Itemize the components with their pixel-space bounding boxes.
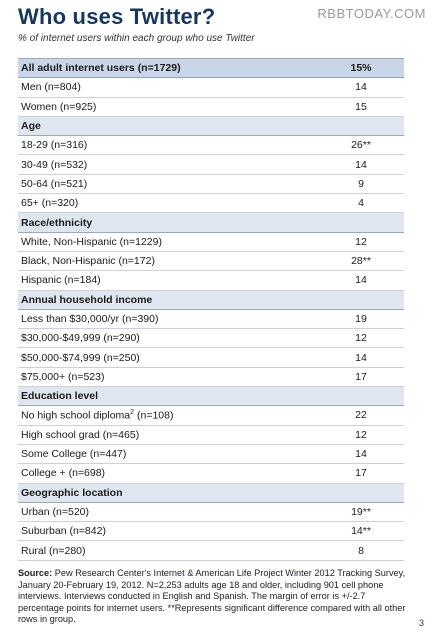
row-value: 14** [351,525,371,538]
row-label [18,197,318,209]
row-value: 14 [355,274,367,287]
row-label-text: White, Non-Hispanic (n=1229) [21,235,162,248]
row-value: 12 [355,428,367,441]
row-label [18,255,318,267]
table-row [18,175,404,194]
row-value: 9 [358,177,364,190]
row-label-text: All adult internet users (n=1729) [21,62,181,75]
row-value: 14 [355,351,367,364]
row-label [18,448,318,460]
table-row [18,329,404,348]
row-value: 8 [358,544,364,557]
table-row [18,194,404,213]
row-label [18,313,318,325]
table-section-header [18,484,404,503]
row-label [18,159,318,171]
table-row [18,503,404,522]
row-label-text: No high school diploma [21,409,131,422]
row-label [18,371,318,383]
subtitle: % of internet users within each group who use Twitter [18,33,255,44]
row-label [18,139,318,151]
watermark: RBBTODAY.COM [317,6,426,21]
row-label-text: $75,000+ (n=523) [21,370,105,383]
row-label-text: Education level [21,390,99,403]
table-row [18,310,404,329]
table-row [18,155,404,174]
table-row [18,59,404,78]
row-label [18,332,318,344]
table-row [18,348,404,367]
row-label-text: Urban (n=520) [21,505,89,518]
row-label [18,352,318,364]
row-label [18,62,318,74]
row-label [18,274,318,286]
table-row [18,78,404,97]
row-label [18,120,318,132]
table-row [18,464,404,483]
row-label [18,545,318,557]
table-row [18,522,404,541]
row-value: 14 [355,448,367,461]
row-value: 17 [355,467,367,480]
table-row [18,541,404,560]
row-label-text: Race/ethnicity [21,216,93,229]
row-label [18,506,318,518]
table-row [18,368,404,387]
row-label-text: Hispanic (n=184) [21,274,101,287]
row-label [18,487,318,499]
footnote-marker: 2 [130,409,135,417]
row-label-text: 65+ (n=320) [21,197,79,210]
row-label [18,429,318,441]
row-label-text: Women (n=925) [21,100,97,113]
row-label-text: Suburban (n=842) [21,525,106,538]
row-label-text: 50-64 (n=521) [21,177,88,190]
row-label-text: High school grad (n=465) [21,428,140,441]
twitter-usage-table [18,58,404,561]
row-label-suffix: (n=108) [134,409,174,422]
row-value: 4 [358,197,364,210]
source-text: Pew Research Center's Internet & American Life Project Winter 2012 Tracking Survey, January 20-February 19, 2012. N=2,253 adults age 18 and older, including 901 cell phone interviews. Interviews conducted in English and Spanish. The margin of error is +/-2.7 percentage points for internet users. **Represents significant difference compared with all other rows in group. [18,568,406,625]
row-label [18,178,318,190]
table-section-header [18,213,404,232]
row-value: 26** [351,139,371,152]
row-label-text: Less than $30,000/yr (n=390) [21,313,159,325]
table-section-header [18,117,404,136]
row-label [18,236,318,248]
row-label-text: $50,000-$74,999 (n=250) [21,351,140,364]
row-value: 28** [351,255,371,268]
table-row [18,136,404,155]
row-label-text: College + (n=698) [21,467,106,480]
row-label-text: Rural (n=280) [21,544,86,557]
row-value: 12 [355,235,367,248]
row-value: 12 [355,332,367,345]
row-label-text: Black, Non-Hispanic (n=172) [21,255,155,268]
row-label [18,81,318,93]
row-value: 15 [355,100,367,113]
row-value: 22 [355,409,367,422]
row-label-text: Men (n=804) [21,81,81,94]
row-label-text: Some College (n=447) [21,448,127,461]
table-row [18,406,404,425]
row-value: 19 [355,313,367,325]
table-row [18,445,404,464]
row-label-text: Annual household income [21,293,153,306]
table-section-header [18,291,404,310]
page-number: 3 [418,618,424,628]
table-row [18,252,404,271]
row-label [18,101,318,113]
row-value: 17 [355,370,367,383]
table-row [18,233,404,252]
table-row [18,98,404,117]
row-label [18,525,318,537]
row-value: 14 [355,158,367,171]
row-label-text: 18-29 (n=316) [21,139,88,152]
row-label [18,409,318,422]
row-label-text: 30-49 (n=532) [21,158,88,171]
page-title: Who uses Twitter? [18,4,216,29]
row-label [18,294,318,306]
table-section-header [18,387,404,406]
table-row [18,426,404,445]
row-label-text: $30,000-$49,999 (n=290) [21,332,140,345]
row-label-text: Age [21,120,41,133]
row-value: 19** [351,505,371,518]
source-label: Source: [18,568,53,578]
row-label-text: Geographic location [21,486,123,499]
row-label [18,217,318,229]
row-label [18,467,318,479]
source-note [18,568,410,626]
row-value: 15% [350,62,372,75]
row-value: 14 [355,81,367,94]
table-row [18,271,404,290]
row-label [18,390,318,402]
